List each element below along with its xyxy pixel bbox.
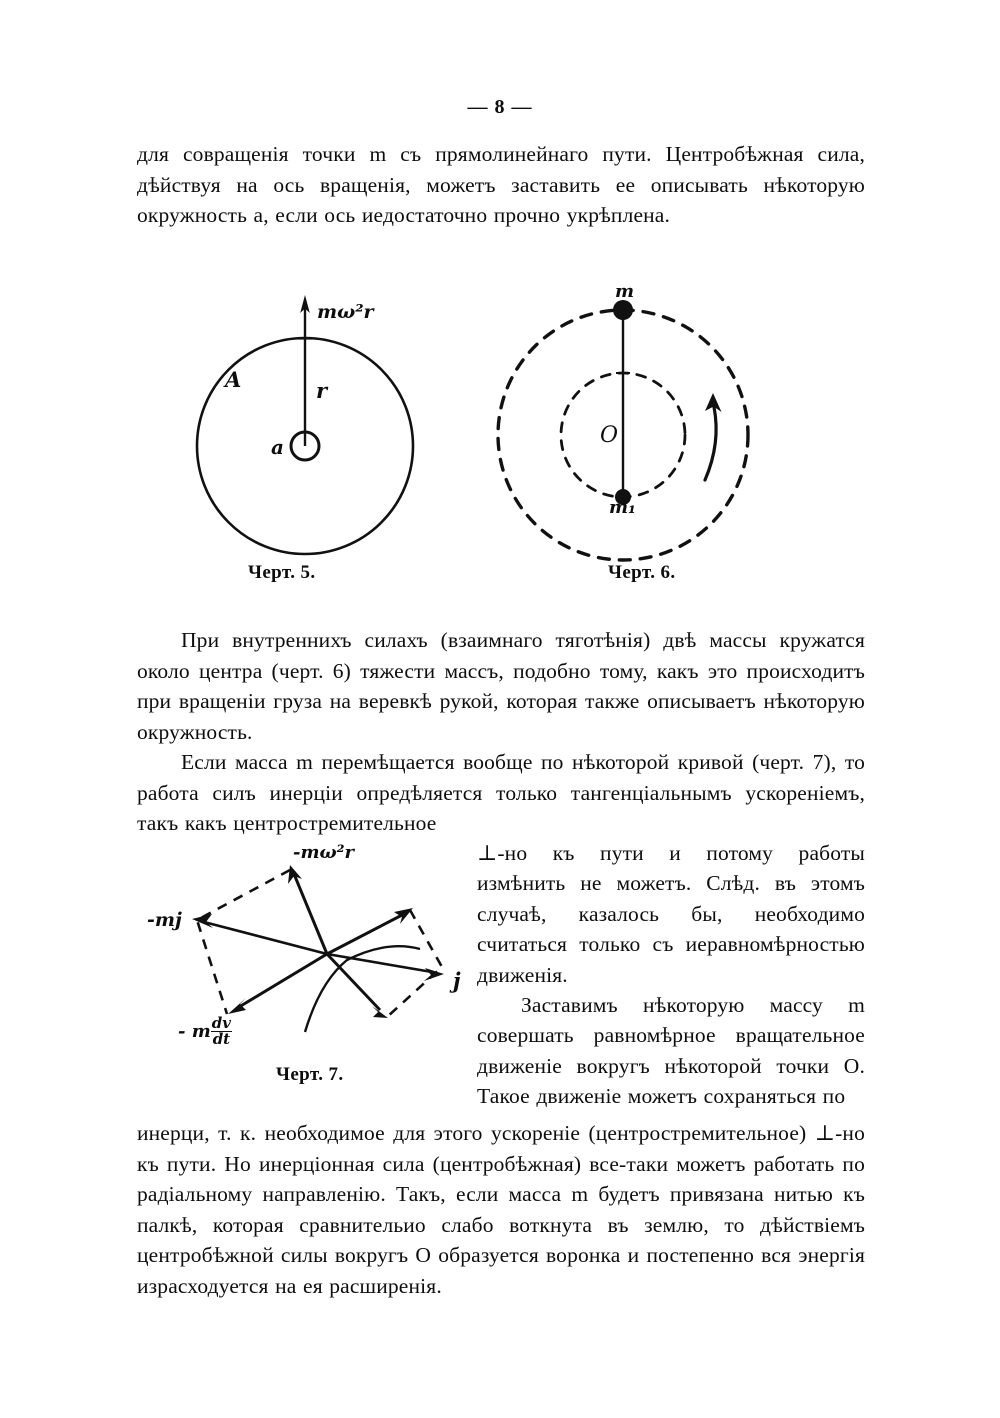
wrapped-paragraph-1: ⊥-но къ пути и потому работы измѣнить не можетъ. Слѣд. въ этомъ случаѣ, казалось бы, необходимо считаться только съ иеравномѣрностью движенія. <box>477 841 865 987</box>
paragraph-block-3 <box>137 747 865 839</box>
paragraph-1: для совращенія точки m съ прямолинейнаго пути. Центробѣжная сила, дѣйствуя на ось вращенія, можетъ заставить ее описывать нѣкоторую окружность a, если ось иедостаточно прочно укрѣплена. <box>137 142 865 227</box>
fig7-vector-mw2r-head <box>288 865 302 884</box>
figure-5 <box>185 283 435 583</box>
fig6-centre-label: O <box>600 423 619 448</box>
fig7-vector-mdvdt-shaft <box>239 954 327 1007</box>
paragraph-block-2 <box>137 625 865 747</box>
fig5-center-label: a <box>271 435 284 459</box>
fig7-vector-j-head <box>424 968 444 981</box>
wrapped-text-column <box>477 838 865 1112</box>
fig5-circle-label: A <box>225 367 242 392</box>
figure-5-caption: Черт. 5. <box>248 562 316 583</box>
fig7-vector-upright-shaft <box>327 914 404 954</box>
figure-6-drawing <box>495 275 765 585</box>
fig7-label-mj: -mj <box>147 909 182 931</box>
figure-5-drawing <box>185 283 435 583</box>
page-number: — 8 — <box>467 96 533 118</box>
fig7-label-mw2r: -mω²r <box>293 842 355 863</box>
wrapped-paragraph-2: Заставимъ нѣкоторую массу m совершать равномѣрное вращательное движеніе вокругъ нѣкоторой точки O. Такое движеніе можетъ сохраняться по <box>477 993 865 1109</box>
fig7-label-mdvdt: - m $\frac{dv}{dt}$ <box>178 1014 232 1049</box>
fig7-label-j: j <box>453 968 461 993</box>
paragraph-block-1 <box>137 139 865 231</box>
fig5-radius-label: r <box>316 378 328 403</box>
fig7-vector-downright-head <box>372 1006 388 1018</box>
fig6-mass-top-label: m <box>615 281 635 302</box>
figure-6 <box>495 275 765 585</box>
paragraph-block-4 <box>137 1118 865 1301</box>
fig7-vector-mj-shaft <box>204 922 327 954</box>
fig7-dashed-right <box>387 910 442 1017</box>
fig7-vector-upright-head <box>394 908 413 924</box>
paragraph-2: При внутреннихъ силахъ (взаимнаго тяготѣнія) двѣ массы кружатся около центра (черт. 6) тяжести массъ, подобно тому, какъ это происходитъ при вращеніи груза на веревкѣ рукой, которая также описываетъ нѣкоторую окружность. <box>137 628 865 744</box>
fig7-vector-mw2r-shaft <box>294 874 327 954</box>
figure-7-caption: Черт. 7. <box>276 1064 344 1085</box>
paragraph-4: инерци, т. к. необходимое для этого ускореніе (центростремительное) ⊥-но къ пути. Но инерціонная сила (центробѣжная) все-таки можетъ работать по радіальному направленію. Такъ, если масса m будетъ привязана нитью къ палкѣ, которая сравнительио слабо воткнута въ землю, то дѣйствіемъ центробѣжной силы вокругъ O образуется воронка и постепенно вся энергія израсходуется на ея расширенія. <box>137 1121 865 1298</box>
fig6-mass-top <box>613 300 633 320</box>
figure-7 <box>142 832 482 1062</box>
paragraph-3: Если масса m перемѣщается вообще по нѣкоторой кривой (черт. 7), то работа силъ инерціи опредѣляется только тангенціальнымъ ускореніемъ, такъ какъ центростремительное <box>137 750 865 835</box>
fig6-mass-bottom-label: m₁ <box>609 497 636 518</box>
fig5-force-label: mω²r <box>317 301 374 323</box>
figure-6-caption: Черт. 6. <box>608 562 676 583</box>
fig7-fraction: $\frac{dv}{dt}$ <box>211 1014 232 1049</box>
fig6-rotation-arc <box>705 407 716 480</box>
